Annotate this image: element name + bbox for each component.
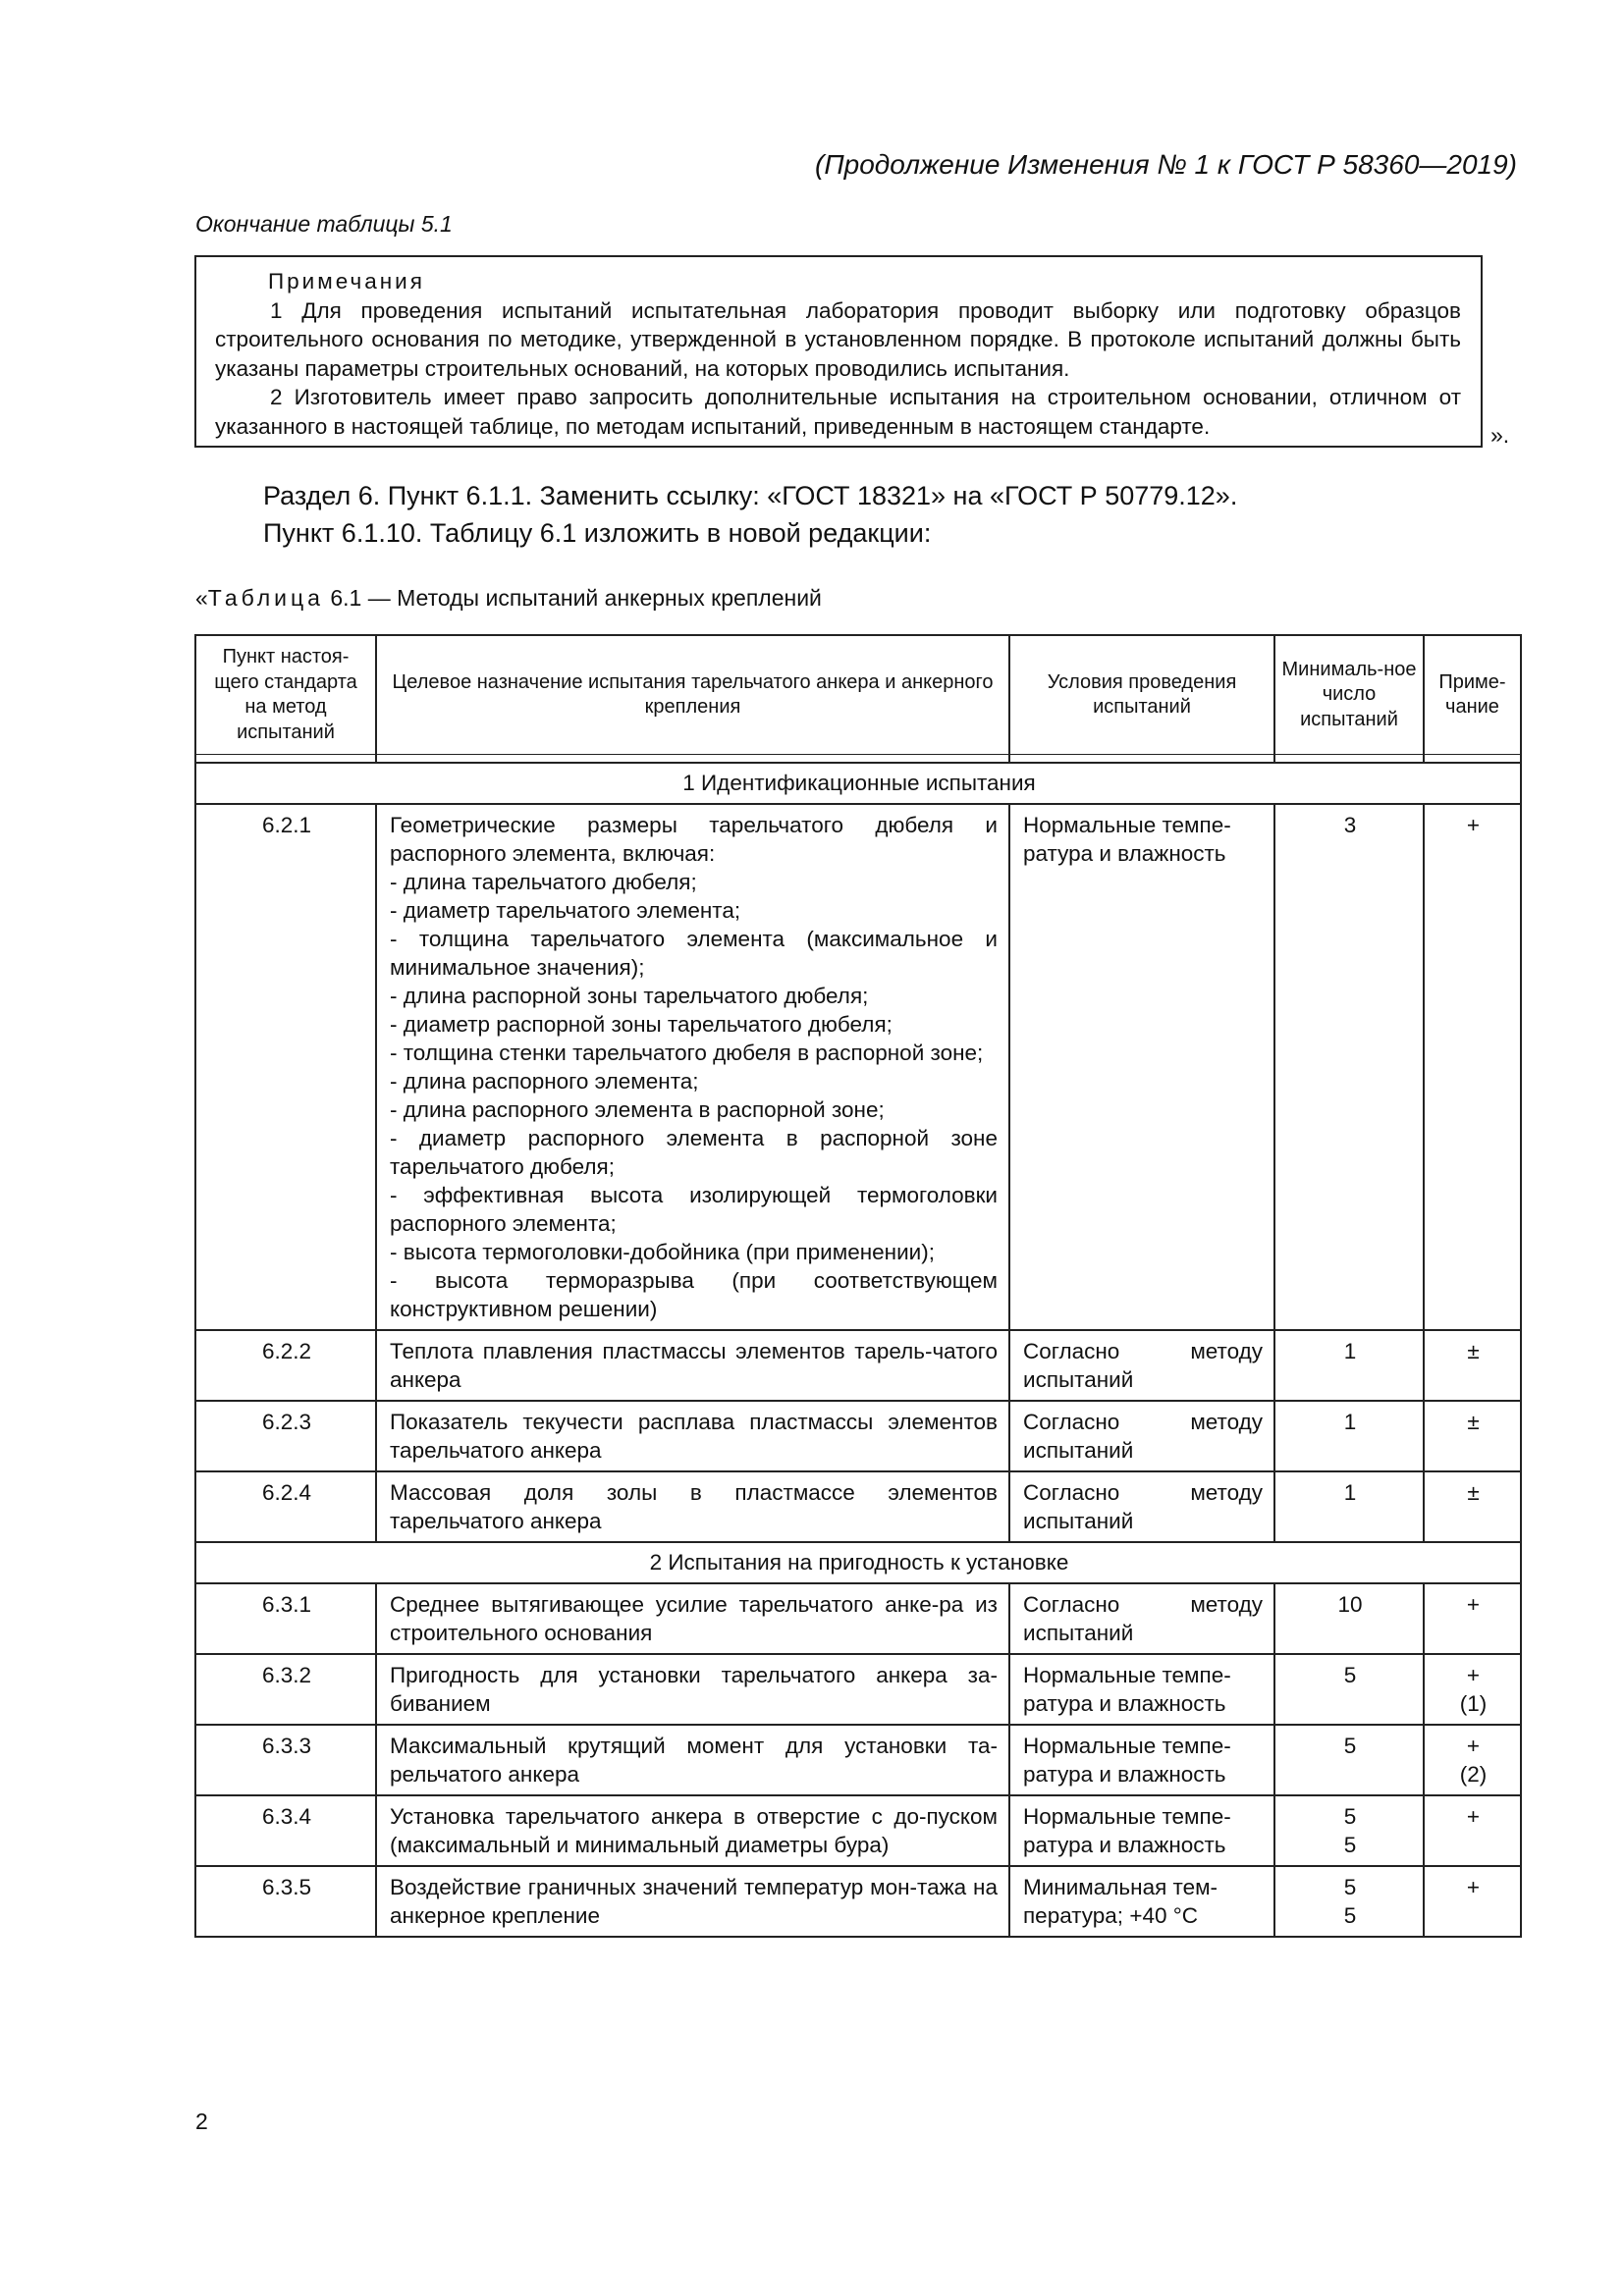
header-note: Приме-чание bbox=[1424, 635, 1521, 755]
conditions-word: Согласно bbox=[1023, 1410, 1120, 1434]
purpose-line: - длина распорного элемента; bbox=[390, 1069, 699, 1094]
conditions-word: методу bbox=[1190, 1410, 1263, 1434]
conditions-rest: испытаний bbox=[1023, 1438, 1134, 1463]
cell-note bbox=[1424, 1330, 1521, 1401]
note-value: + bbox=[1466, 1804, 1481, 1829]
conditions-line bbox=[1023, 1478, 1263, 1507]
min-tests-value: 5 bbox=[1343, 1663, 1357, 1687]
cell-min-tests bbox=[1274, 1471, 1424, 1542]
table-row bbox=[195, 1866, 1521, 1937]
table-row bbox=[195, 1654, 1521, 1725]
cell-point: 6.2.2 bbox=[195, 1330, 376, 1401]
purpose-line: - длина тарельчатого дюбеля; bbox=[390, 870, 697, 894]
purpose-line: Пригодность для установки тарельчатого анкера за-биванием bbox=[390, 1663, 998, 1716]
purpose-line: - высота термоголовки-добойника (при применении); bbox=[390, 1240, 935, 1264]
cell-conditions bbox=[1009, 1795, 1274, 1866]
cell-conditions bbox=[1009, 1583, 1274, 1654]
running-header: (Продолжение Изменения № 1 к ГОСТ Р 58360—2019) bbox=[815, 149, 1517, 180]
cell-purpose bbox=[376, 804, 1009, 1330]
table-row bbox=[195, 1401, 1521, 1471]
cell-min-tests bbox=[1274, 1866, 1424, 1937]
notes-box bbox=[194, 255, 1483, 448]
conditions-rest: испытаний bbox=[1023, 1621, 1134, 1645]
min-tests-value: 10 bbox=[1337, 1592, 1363, 1617]
cell-purpose bbox=[376, 1583, 1009, 1654]
cell-note bbox=[1424, 1866, 1521, 1937]
purpose-line: Теплота плавления пластмассы элементов тарель-чатого анкера bbox=[390, 1339, 998, 1392]
table-caption bbox=[195, 585, 822, 612]
cell-point: 6.3.3 bbox=[195, 1725, 376, 1795]
page-number: 2 bbox=[195, 2109, 208, 2134]
purpose-line: - диаметр распорного элемента в распорной зоне тарельчатого дюбеля; bbox=[390, 1126, 998, 1179]
cell-note bbox=[1424, 1583, 1521, 1654]
section-title: 2 Испытания на пригодность к установке bbox=[195, 1542, 1521, 1583]
min-tests-value: 1 bbox=[1343, 1410, 1357, 1434]
min-tests-value: 5 bbox=[1343, 1804, 1357, 1829]
purpose-line: Массовая доля золы в пластмассе элементов тарельчатого анкера bbox=[390, 1480, 998, 1533]
header-min-tests: Минималь-ное число испытаний bbox=[1274, 635, 1424, 755]
note-value: + bbox=[1466, 813, 1481, 837]
conditions-text: Нормальные темпе-ратура и влажность bbox=[1023, 813, 1231, 866]
notes-title: Примечания bbox=[268, 269, 425, 294]
cell-min-tests bbox=[1274, 1725, 1424, 1795]
table-row bbox=[195, 1330, 1521, 1401]
table-row bbox=[195, 804, 1521, 1330]
table-header-row bbox=[195, 635, 1521, 755]
min-tests-value: 5 bbox=[1343, 1903, 1357, 1928]
conditions-word: методу bbox=[1190, 1480, 1263, 1505]
cell-point: 6.3.4 bbox=[195, 1795, 376, 1866]
conditions-rest: испытаний bbox=[1023, 1367, 1134, 1392]
cell-min-tests bbox=[1274, 1654, 1424, 1725]
cell-purpose bbox=[376, 1654, 1009, 1725]
cell-conditions bbox=[1009, 1866, 1274, 1937]
cell-note bbox=[1424, 804, 1521, 1330]
conditions-text: Нормальные темпе-ратура и влажность bbox=[1023, 1663, 1231, 1716]
note-value: + bbox=[1466, 1592, 1481, 1617]
note-value: (2) bbox=[1459, 1762, 1488, 1787]
table-row bbox=[195, 1471, 1521, 1542]
purpose-line: Геометрические размеры тарельчатого дюбеля и распорного элемента, включая: bbox=[390, 813, 998, 866]
purpose-line: - эффективная высота изолирующей термоголовки распорного элемента; bbox=[390, 1183, 998, 1236]
cell-min-tests bbox=[1274, 804, 1424, 1330]
conditions-word: Согласно bbox=[1023, 1592, 1120, 1617]
table-body bbox=[195, 763, 1521, 1937]
conditions-word: Согласно bbox=[1023, 1339, 1120, 1363]
cell-min-tests bbox=[1274, 1583, 1424, 1654]
cell-point: 6.3.2 bbox=[195, 1654, 376, 1725]
note-item-1: 1 Для проведения испытаний испытательная лаборатория проводит выборку или подготовку образцов строительного основания по методике, утвержденной в установленном порядке. В протоколе испытаний должны быть указаны параметры строительных оснований, на которых проводились испытания. bbox=[215, 297, 1461, 381]
min-tests-value: 1 bbox=[1343, 1339, 1357, 1363]
note-value: + bbox=[1466, 1734, 1481, 1758]
purpose-line: - толщина стенки тарельчатого дюбеля в распорной зоне; bbox=[390, 1041, 984, 1065]
purpose-line: Показатель текучести расплава пластмассы элементов тарельчатого анкера bbox=[390, 1410, 998, 1463]
table-row bbox=[195, 1725, 1521, 1795]
purpose-line: - длина распорного элемента в распорной зоне; bbox=[390, 1097, 885, 1122]
conditions-line bbox=[1023, 1408, 1263, 1436]
cell-min-tests bbox=[1274, 1795, 1424, 1866]
purpose-line: - толщина тарельчатого элемента (максимальное и минимальное значения); bbox=[390, 927, 998, 980]
cell-conditions bbox=[1009, 1471, 1274, 1542]
cell-point: 6.2.4 bbox=[195, 1471, 376, 1542]
cell-purpose bbox=[376, 1401, 1009, 1471]
note-value: ± bbox=[1467, 1410, 1480, 1434]
note-value: (1) bbox=[1459, 1691, 1488, 1716]
purpose-line: - длина распорной зоны тарельчатого дюбеля; bbox=[390, 984, 869, 1008]
conditions-line bbox=[1023, 1337, 1263, 1365]
section-title: 1 Идентификационные испытания bbox=[195, 763, 1521, 804]
methods-table bbox=[194, 634, 1522, 1938]
conditions-text: Нормальные темпе-ратура и влажность bbox=[1023, 1804, 1231, 1857]
cell-conditions bbox=[1009, 804, 1274, 1330]
cell-note bbox=[1424, 1795, 1521, 1866]
purpose-line: - высота терморазрыва (при соответствующем конструктивном решении) bbox=[390, 1268, 998, 1321]
conditions-text: Нормальные темпе-ратура и влажность bbox=[1023, 1734, 1231, 1787]
purpose-line: Воздействие граничных значений температур мон-тажа на анкерное крепление bbox=[390, 1875, 998, 1928]
min-tests-value: 3 bbox=[1343, 813, 1357, 837]
cell-note bbox=[1424, 1654, 1521, 1725]
table-continuation-caption: Окончание таблицы 5.1 bbox=[195, 211, 453, 237]
purpose-line: Максимальный крутящий момент для установки та-рельчатого анкера bbox=[390, 1734, 998, 1787]
note-value: + bbox=[1466, 1663, 1481, 1687]
conditions-word: методу bbox=[1190, 1592, 1263, 1617]
purpose-line: Среднее вытягивающее усилие тарельчатого анке-ра из строительного основания bbox=[390, 1592, 998, 1645]
cell-min-tests bbox=[1274, 1401, 1424, 1471]
table-row bbox=[195, 1795, 1521, 1866]
purpose-line: - диаметр тарельчатого элемента; bbox=[390, 898, 741, 923]
conditions-line bbox=[1023, 1590, 1263, 1619]
cell-point: 6.2.3 bbox=[195, 1401, 376, 1471]
cell-purpose bbox=[376, 1330, 1009, 1401]
cell-note bbox=[1424, 1401, 1521, 1471]
cell-conditions bbox=[1009, 1654, 1274, 1725]
section-row bbox=[195, 763, 1521, 804]
conditions-word: методу bbox=[1190, 1339, 1263, 1363]
cell-point: 6.2.1 bbox=[195, 804, 376, 1330]
note-value: + bbox=[1466, 1875, 1481, 1899]
conditions-rest: испытаний bbox=[1023, 1509, 1134, 1533]
header-separator bbox=[195, 755, 1521, 764]
purpose-line: Установка тарельчатого анкера в отверстие с до-пуском (максимальный и минимальный диаметры бура) bbox=[390, 1804, 998, 1857]
header-point: Пункт настоя-щего стандарта на метод испытаний bbox=[195, 635, 376, 755]
conditions-word: Согласно bbox=[1023, 1480, 1120, 1505]
cell-point: 6.3.1 bbox=[195, 1583, 376, 1654]
cell-purpose bbox=[376, 1866, 1009, 1937]
conditions-text: Минимальная тем-пература; +40 °С bbox=[1023, 1875, 1218, 1928]
section-row bbox=[195, 1542, 1521, 1583]
amendment-paragraph-2: Пункт 6.1.10. Таблицу 6.1 изложить в новой редакции: bbox=[263, 518, 932, 548]
cell-point: 6.3.5 bbox=[195, 1866, 376, 1937]
cell-purpose bbox=[376, 1471, 1009, 1542]
closing-quote: ». bbox=[1490, 422, 1510, 448]
min-tests-value: 5 bbox=[1343, 1833, 1357, 1857]
cell-note bbox=[1424, 1725, 1521, 1795]
note-item-2: 2 Изготовитель имеет право запросить дополнительные испытания на строительном основании, отличном от указанного в настоящей таблице, по методам испытаний, приведенным в настоящем стандарте. bbox=[215, 385, 1461, 439]
cell-min-tests bbox=[1274, 1330, 1424, 1401]
min-tests-value: 5 bbox=[1343, 1875, 1357, 1899]
amendment-paragraph-1: Раздел 6. Пункт 6.1.1. Заменить ссылку: «ГОСТ 18321» на «ГОСТ Р 50779.12». bbox=[263, 481, 1238, 510]
cell-conditions bbox=[1009, 1401, 1274, 1471]
table-caption-title: 6.1 — Методы испытаний анкерных креплений bbox=[323, 585, 822, 611]
table-caption-quote: « bbox=[195, 585, 208, 611]
cell-purpose bbox=[376, 1795, 1009, 1866]
min-tests-value: 5 bbox=[1343, 1734, 1357, 1758]
min-tests-value: 1 bbox=[1343, 1480, 1357, 1505]
cell-note bbox=[1424, 1471, 1521, 1542]
note-value: ± bbox=[1467, 1480, 1480, 1505]
cell-purpose bbox=[376, 1725, 1009, 1795]
purpose-line: - диаметр распорной зоны тарельчатого дюбеля; bbox=[390, 1012, 893, 1037]
header-purpose: Целевое назначение испытания тарельчатого анкера и анкерного крепления bbox=[376, 635, 1009, 755]
table-row bbox=[195, 1583, 1521, 1654]
cell-conditions bbox=[1009, 1330, 1274, 1401]
note-value: ± bbox=[1467, 1339, 1480, 1363]
cell-conditions bbox=[1009, 1725, 1274, 1795]
header-conditions: Условия проведения испытаний bbox=[1009, 635, 1274, 755]
table-caption-label: Таблица bbox=[207, 585, 324, 611]
